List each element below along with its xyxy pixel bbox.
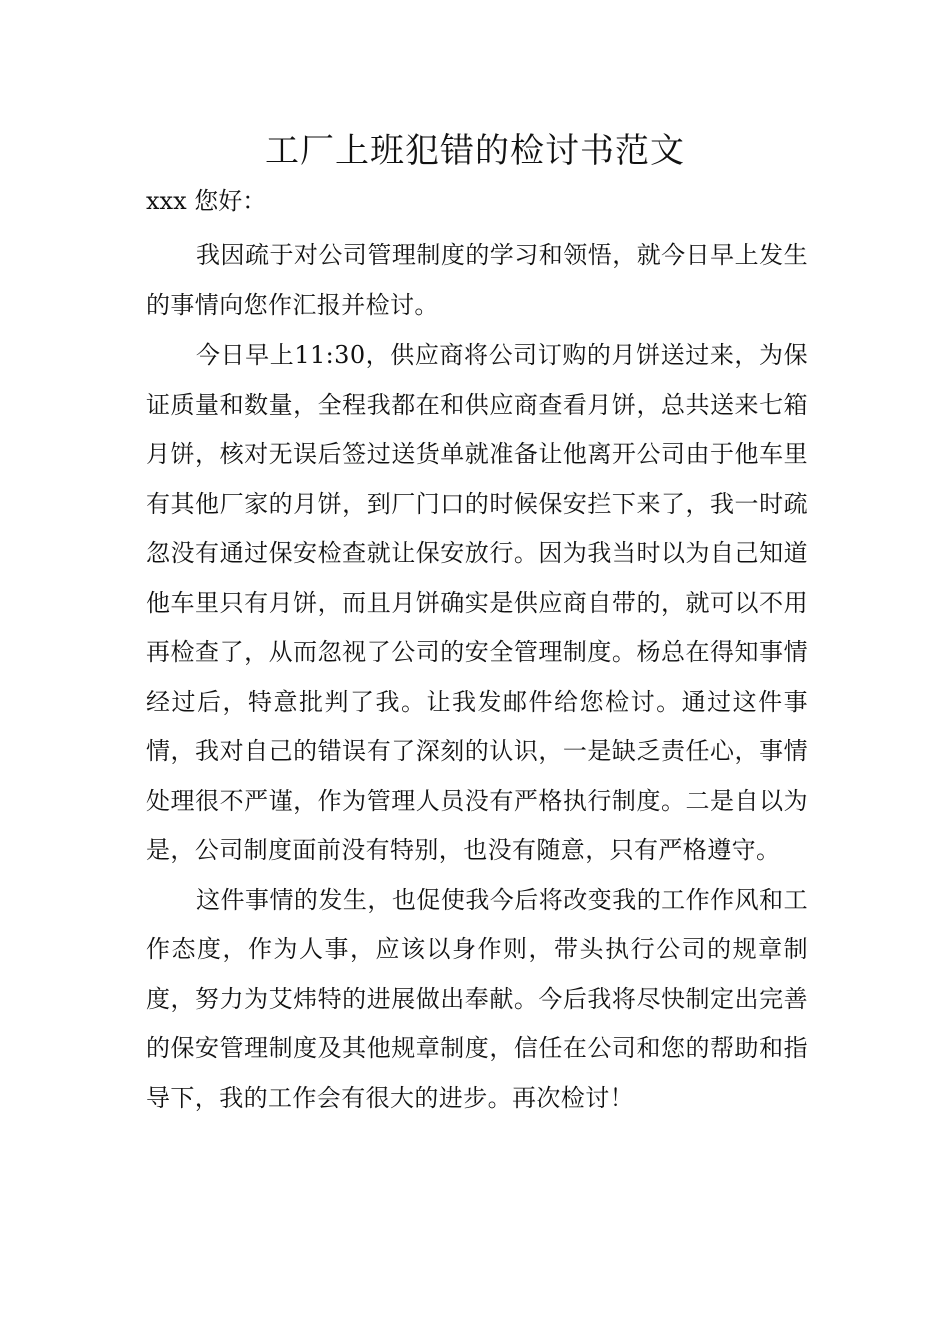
document-body xyxy=(146,182,808,1123)
paragraph-1: 我因疏于对公司管理制度的学习和领悟，就今日早上发生的事情向您作汇报并检讨。 xyxy=(146,241,808,319)
greeting-line: xxx 您好： xyxy=(146,187,267,215)
document-title: 工厂上班犯错的检讨书范文 xyxy=(265,131,685,171)
paragraph-2: 今日早上11:30，供应商将公司订购的月饼送过来，为保证质量和数量，全程我都在和供应商查看月饼，总共送来七箱月饼，核对无误后签过送货单就准备让他离开公司由于他车里有其他厂家的月饼，到厂门口的时候保安拦下来了，我一时疏忽没有通过保安检查就让保安放行。因为我当时以为自己知道他车里只有月饼，而且月饼确实是供应商自带的，就可以不用再检查了，从而忽视了公司的安全管理制度。杨总在得知事情经过后，特意批判了我。让我发邮件给您检讨。通过这件事情，我对自己的错误有了深刻的认识，一是缺乏责任心，事情处理很不严谨，作为管理人员没有严格执行制度。二是自以为是，公司制度面前没有特别，也没有随意，只有严格遵守。 xyxy=(146,341,808,864)
paragraph-3: 这件事情的发生，也促使我今后将改变我的工作作风和工作态度，作为人事，应该以身作则，带头执行公司的规章制度，努力为艾炜特的进展做出奉献。今后我将尽快制定出完善的保安管理制度及其他规章制度，信任在公司和您的帮助和指导下，我的工作会有很大的进步。再次检讨！ xyxy=(146,885,808,1112)
